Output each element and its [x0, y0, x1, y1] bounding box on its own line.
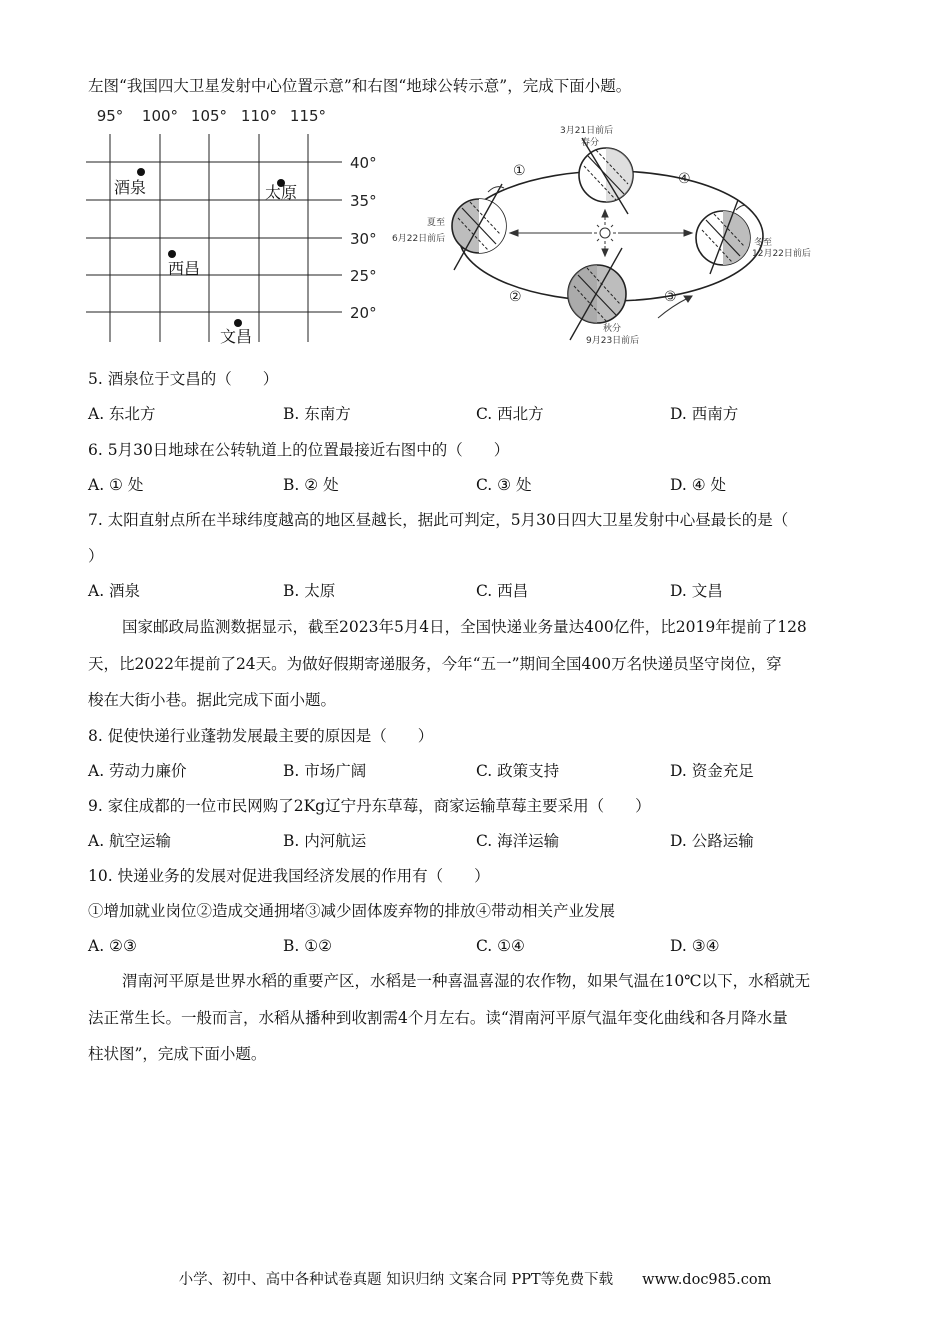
earth-spring [579, 138, 633, 214]
earth-winter [696, 200, 750, 274]
q6-option-a[interactable]: A. ① 处 [88, 476, 144, 494]
q10-stem: 10. 快递业务的发展对促进我国经济发展的作用有（ ） [88, 867, 490, 885]
q6-option-d[interactable]: D. ④ 处 [670, 476, 727, 494]
q9-options [88, 831, 868, 851]
q6-options [88, 475, 868, 495]
lon-label: 100° [141, 107, 179, 125]
summer-name: 夏至 [427, 218, 446, 228]
page-footer: 小学、初中、高中各种试卷真题 知识归纳 文案合同 PPT等免费下载 www.doc985.com [178, 1272, 772, 1288]
q7-stem-line2: ） [88, 547, 104, 565]
passage2-line1: 国家邮政局监测数据显示，截至2023年5月4日，全国快递业务量达400亿件，比2019年提前了128 [122, 618, 807, 636]
intro-text: 左图“我国四大卫星发射中心位置示意”和右图“地球公转示意”，完成下面小题。 [88, 77, 632, 95]
spring-name: 春分 [581, 138, 600, 148]
map-grid [86, 134, 342, 342]
q8-stem: 8. 促使快递行业蓬勃发展最主要的原因是（ ） [88, 727, 434, 745]
earth-revolution-diagram [392, 118, 832, 350]
autumn-name: 秋分 [603, 324, 622, 334]
q9-option-a[interactable]: A. 航空运输 [88, 832, 172, 850]
q7-option-d[interactable]: D. 文昌 [670, 582, 723, 600]
q5-options [88, 404, 868, 424]
lat-label: 25° [350, 267, 377, 285]
q6-option-c[interactable]: C. ③ 处 [476, 476, 532, 494]
site-dot-xichang [168, 250, 176, 258]
q9-option-d[interactable]: D. 公路运输 [670, 832, 754, 850]
site-label-wenchang: 文昌 [220, 327, 253, 346]
passage3-line1: 渭南河平原是世界水稻的重要产区，水稻是一种喜温喜湿的农作物，如果气温在10℃以下，水稻就无 [122, 972, 811, 990]
q8-options [88, 761, 868, 781]
lat-label: 35° [350, 192, 377, 210]
lon-label: 115° [289, 107, 327, 125]
earth-summer [452, 184, 506, 270]
passage2-line2: 天，比2022年提前了24天。为做好假期寄递服务，今年“五一”期间全国400万名快递员坚守岗位，穿 [88, 655, 782, 673]
lon-label: 95° [96, 107, 124, 125]
orbit-marker-2: ② [509, 289, 522, 305]
passage3-line3: 柱状图”，完成下面小题。 [88, 1045, 267, 1063]
q5-option-d[interactable]: D. 西南方 [670, 405, 739, 423]
q7-stem-line1: 7. 太阳直射点所在半球纬度越高的地区昼越长，据此可判定，5月30日四大卫星发射中心昼最长的是（ [88, 511, 789, 529]
q8-option-b[interactable]: B. 市场广阔 [283, 762, 367, 780]
q7-options [88, 581, 868, 601]
summer-date: 6月22日前后 [392, 234, 446, 244]
lat-label: 40° [350, 154, 377, 172]
sun-icon [594, 222, 616, 244]
orbit-marker-4: ④ [678, 171, 691, 187]
lon-label: 110° [240, 107, 278, 125]
q6-stem: 6. 5月30日地球在公转轨道上的位置最接近右图中的（ ） [88, 441, 510, 459]
orbit-marker-1: ① [513, 163, 526, 179]
site-dot-wenchang [234, 319, 242, 327]
q7-option-b[interactable]: B. 太原 [283, 582, 336, 600]
q5-option-c[interactable]: C. 西北方 [476, 405, 544, 423]
q7-option-c[interactable]: C. 西昌 [476, 582, 529, 600]
q10-option-a[interactable]: A. ②③ [88, 937, 137, 955]
q8-option-c[interactable]: C. 政策支持 [476, 762, 560, 780]
winter-name: 冬至 [754, 238, 773, 248]
q5-stem: 5. 酒泉位于文昌的（ ） [88, 370, 279, 388]
q9-stem: 9. 家住成都的一位市民网购了2Kg辽宁丹东草莓，商家运输草莓主要采用（ ） [88, 797, 651, 815]
lat-label: 20° [350, 304, 377, 322]
site-label-taiyuan: 太原 [265, 183, 298, 202]
lat-label: 30° [350, 230, 377, 248]
q7-option-a[interactable]: A. 酒泉 [88, 582, 141, 600]
q10-option-b[interactable]: B. ①② [283, 937, 333, 955]
q9-option-b[interactable]: B. 内河航运 [283, 832, 367, 850]
q10-options [88, 936, 868, 956]
site-label-jiuquan: 酒泉 [114, 178, 147, 197]
q6-option-b[interactable]: B. ② 处 [283, 476, 339, 494]
q10-items: ①增加就业岗位②造成交通拥堵③减少固体废弃物的排放④带动相关产业发展 [88, 902, 616, 920]
q8-option-d[interactable]: D. 资金充足 [670, 762, 754, 780]
winter-date: 12月22日前后 [752, 249, 811, 259]
q10-option-d[interactable]: D. ③④ [670, 937, 720, 955]
q8-option-a[interactable]: A. 劳动力廉价 [88, 762, 187, 780]
lon-label: 105° [190, 107, 228, 125]
launch-center-map [84, 104, 384, 349]
site-dot-jiuquan [137, 168, 145, 176]
orbit-marker-3: ③ [664, 289, 677, 305]
spring-date: 3月21日前后 [560, 126, 614, 136]
q5-option-a[interactable]: A. 东北方 [88, 405, 156, 423]
q9-option-c[interactable]: C. 海洋运输 [476, 832, 560, 850]
q10-option-c[interactable]: C. ①④ [476, 937, 525, 955]
autumn-date: 9月23日前后 [586, 336, 640, 346]
passage3-line2: 法正常生长。一般而言，水稻从播种到收割需4个月左右。读“渭南河平原气温年变化曲线和各月降水量 [88, 1009, 788, 1027]
site-label-xichang: 西昌 [168, 259, 201, 278]
q5-option-b[interactable]: B. 东南方 [283, 405, 351, 423]
passage2-line3: 梭在大街小巷。据此完成下面小题。 [88, 691, 337, 709]
